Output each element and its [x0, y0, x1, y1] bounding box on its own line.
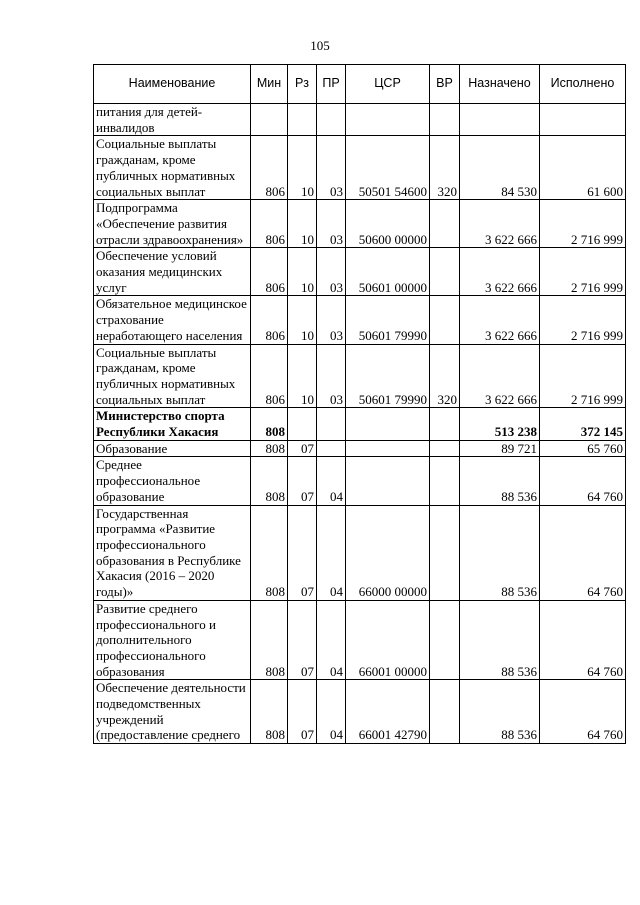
cell-pr: 03 [317, 344, 346, 408]
table-row [94, 680, 626, 744]
cell-vr [430, 505, 460, 600]
cell-csr: 50601 79990 [346, 296, 430, 344]
cell-executed: 372 145 [540, 408, 626, 440]
cell-rz: 10 [288, 344, 317, 408]
cell-min: 806 [251, 248, 288, 296]
table-row [94, 104, 626, 136]
table-row [94, 136, 626, 200]
cell-pr: 04 [317, 680, 346, 744]
cell-executed [540, 104, 626, 136]
table-row [94, 600, 626, 680]
cell-executed: 64 760 [540, 600, 626, 680]
cell-assigned: 88 536 [460, 600, 540, 680]
cell-csr: 66001 42790 [346, 680, 430, 744]
table-row [94, 344, 626, 408]
cell-min: 808 [251, 680, 288, 744]
cell-rz: 10 [288, 200, 317, 248]
cell-vr [430, 600, 460, 680]
cell-name: Обязательное медицинское страхование неработающего населения [94, 296, 251, 344]
header-assigned: Назначено [460, 65, 540, 104]
cell-executed: 61 600 [540, 136, 626, 200]
cell-assigned: 88 536 [460, 505, 540, 600]
cell-executed: 2 716 999 [540, 248, 626, 296]
header-csr: ЦСР [346, 65, 430, 104]
cell-min: 808 [251, 600, 288, 680]
header-name: Наименование [94, 65, 251, 104]
cell-pr: 04 [317, 457, 346, 505]
cell-vr: 320 [430, 136, 460, 200]
table-row [94, 457, 626, 505]
cell-name: Подпрограмма «Обеспечение развития отрасли здравоохранения» [94, 200, 251, 248]
cell-vr [430, 457, 460, 505]
cell-pr [317, 408, 346, 440]
cell-executed: 64 760 [540, 457, 626, 505]
cell-assigned: 3 622 666 [460, 248, 540, 296]
cell-assigned: 88 536 [460, 457, 540, 505]
cell-rz: 07 [288, 600, 317, 680]
table-body [94, 104, 626, 744]
cell-csr: 50600 00000 [346, 200, 430, 248]
cell-csr [346, 440, 430, 457]
cell-vr [430, 408, 460, 440]
table-row [94, 296, 626, 344]
cell-min: 806 [251, 200, 288, 248]
cell-min [251, 104, 288, 136]
cell-executed: 2 716 999 [540, 200, 626, 248]
cell-rz [288, 104, 317, 136]
cell-executed: 65 760 [540, 440, 626, 457]
cell-pr: 03 [317, 248, 346, 296]
cell-min: 808 [251, 505, 288, 600]
cell-name: Развитие среднего профессионального и дополнительного профессионального образования [94, 600, 251, 680]
table-row [94, 248, 626, 296]
cell-vr [430, 680, 460, 744]
cell-name: Образование [94, 440, 251, 457]
cell-assigned: 513 238 [460, 408, 540, 440]
cell-min: 808 [251, 440, 288, 457]
cell-vr [430, 200, 460, 248]
header-min: Мин [251, 65, 288, 104]
cell-csr: 66000 00000 [346, 505, 430, 600]
cell-min: 808 [251, 457, 288, 505]
cell-vr [430, 248, 460, 296]
cell-executed: 2 716 999 [540, 296, 626, 344]
cell-min: 806 [251, 136, 288, 200]
cell-pr: 03 [317, 136, 346, 200]
cell-assigned: 84 530 [460, 136, 540, 200]
cell-rz: 10 [288, 136, 317, 200]
cell-name: Министерство спорта Республики Хакасия [94, 408, 251, 440]
header-executed: Исполнено [540, 65, 626, 104]
cell-csr [346, 104, 430, 136]
cell-name: Государственная программа «Развитие профессионального образования в Республике Хакасия (2016 – 2020 годы)» [94, 505, 251, 600]
cell-min: 806 [251, 344, 288, 408]
table-row [94, 440, 626, 457]
cell-csr [346, 457, 430, 505]
cell-name: Социальные выплаты гражданам, кроме публичных нормативных социальных выплат [94, 136, 251, 200]
header-pr: ПР [317, 65, 346, 104]
budget-table [93, 64, 626, 744]
cell-rz: 07 [288, 440, 317, 457]
cell-executed: 64 760 [540, 680, 626, 744]
cell-csr: 50601 79990 [346, 344, 430, 408]
cell-pr: 04 [317, 600, 346, 680]
cell-csr [346, 408, 430, 440]
cell-csr: 50501 54600 [346, 136, 430, 200]
cell-name: Среднее профессиональное образование [94, 457, 251, 505]
table-row [94, 505, 626, 600]
cell-rz [288, 408, 317, 440]
cell-vr [430, 440, 460, 457]
cell-pr [317, 440, 346, 457]
cell-assigned: 3 622 666 [460, 200, 540, 248]
cell-rz: 10 [288, 296, 317, 344]
cell-pr: 03 [317, 296, 346, 344]
cell-csr: 66001 00000 [346, 600, 430, 680]
cell-rz: 07 [288, 457, 317, 505]
cell-vr: 320 [430, 344, 460, 408]
cell-pr: 04 [317, 505, 346, 600]
header-rz: Рз [288, 65, 317, 104]
cell-rz: 10 [288, 248, 317, 296]
cell-min: 806 [251, 296, 288, 344]
cell-name: Обеспечение условий оказания медицинских услуг [94, 248, 251, 296]
cell-name: Социальные выплаты гражданам, кроме публичных нормативных социальных выплат [94, 344, 251, 408]
cell-assigned [460, 104, 540, 136]
table-header-row [94, 65, 626, 104]
cell-executed: 2 716 999 [540, 344, 626, 408]
cell-assigned: 88 536 [460, 680, 540, 744]
cell-min: 808 [251, 408, 288, 440]
cell-vr [430, 296, 460, 344]
header-vr: ВР [430, 65, 460, 104]
cell-assigned: 89 721 [460, 440, 540, 457]
cell-rz: 07 [288, 680, 317, 744]
cell-pr [317, 104, 346, 136]
cell-pr: 03 [317, 200, 346, 248]
cell-rz: 07 [288, 505, 317, 600]
cell-assigned: 3 622 666 [460, 344, 540, 408]
cell-assigned: 3 622 666 [460, 296, 540, 344]
cell-executed: 64 760 [540, 505, 626, 600]
cell-vr [430, 104, 460, 136]
table-row [94, 200, 626, 248]
cell-name: Обеспечение деятельности подведомственных учреждений (предоставление среднего [94, 680, 251, 744]
page-number: 105 [310, 38, 330, 53]
cell-name: питания для детей-инвалидов [94, 104, 251, 136]
cell-csr: 50601 00000 [346, 248, 430, 296]
table-row [94, 408, 626, 440]
